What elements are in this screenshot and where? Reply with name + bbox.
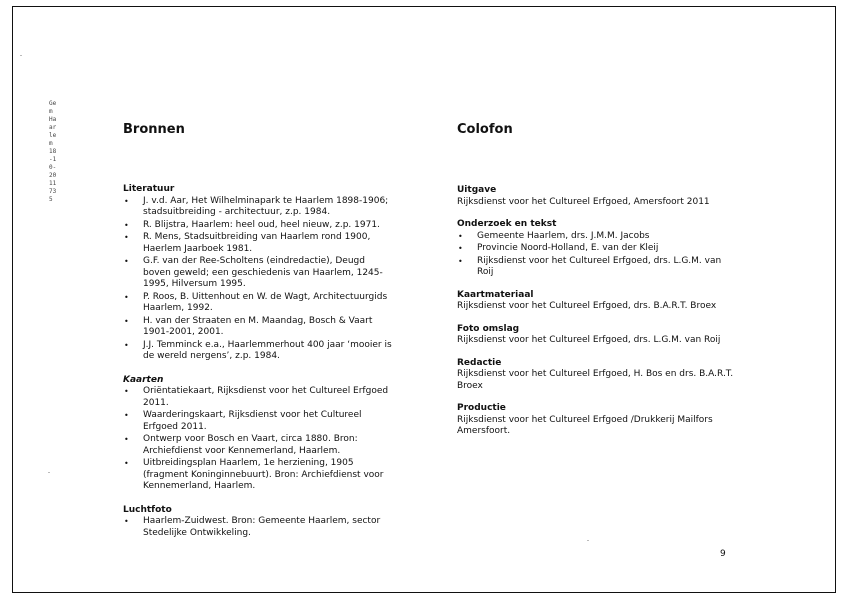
bronnen-title: Bronnen [123,122,185,137]
luchtfoto-section [123,505,393,540]
list-item: • Uitbreidingsplan Haarlem, 1e herziening, 1905 (fragment Koninginnebuurt). Bron: Archiefdienst voor Kennemerland, Haarlem. [123,458,393,493]
list-item: • J.J. Temminck e.a., Haarlemmerhout 400 jaar ‘mooier is de wereld nergens’, z.p. 1984. [123,340,393,363]
foto-omslag-heading: Foto omslag [457,323,520,334]
kaarten-heading: Kaarten [123,374,164,385]
scan-speck [587,540,589,541]
onderzoek-list [457,231,737,279]
uitgave-heading: Uitgave [457,185,497,195]
list-item: • Oriëntatiekaart, Rijksdienst voor het Cultureel Erfgoed 2011. [123,386,393,409]
list-item: • Waarderingskaart, Rijksdienst voor het Cultureel Erfgoed 2011. [123,410,393,433]
uitgave-section [457,185,737,208]
list-item: • Ontwerp voor Bosch en Vaart, circa 1880. Bron: Archiefdienst voor Kennemerland, Haarlem. [123,434,393,457]
list-item: • Provincie Noord-Holland, E. van der Kleij [457,243,737,255]
colofon-column [457,122,737,449]
colofon-title: Colofon [457,122,513,137]
list-item: • Haarlem-Zuidwest. Bron: Gemeente Haarlem, sector Stedelijke Ontwikkeling. [123,516,393,539]
luchtfoto-heading: Luchtfoto [123,504,172,515]
foto-omslag-section [457,324,737,347]
redactie-text: Rijksdienst voor het Cultureel Erfgoed, H. Bos en drs. B.A.R.T. Broex [457,369,734,391]
redactie-heading: Redactie [457,357,502,368]
productie-text: Rijksdienst voor het Cultureel Erfgoed /Drukkerij Mailfors Amersfoort. [457,414,713,436]
list-item: • J. v.d. Aar, Het Wilhelminapark te Haarlem 1898-1906; stadsuitbreiding - architectuur, z.p. 1984. [123,196,393,219]
onderzoek-section [457,219,737,279]
list-item: • R. Mens, Stadsuitbreiding van Haarlem rond 1900, Haerlem Jaarboek 1981. [123,232,393,255]
kaartmateriaal-text: Rijksdienst voor het Cultureel Erfgoed, drs. B.A.R.T. Broex [457,301,717,311]
bronnen-column [123,122,393,551]
list-item: • P. Roos, B. Uittenhout en W. de Wagt, Architectuurgids Haarlem, 1992. [123,292,393,315]
list-item: • H. van der Straaten en M. Maandag, Bosch & Vaart 1901-2001, 2001. [123,316,393,339]
page-number: 9 [720,549,726,559]
productie-heading: Productie [457,403,506,413]
archive-stamp: Gem Haarlem 18-10-2011 735 [49,100,57,203]
list-item: • Gemeente Haarlem, drs. J.M.M. Jacobs [457,231,737,243]
list-item: • G.F. van der Ree-Scholtens (eindredactie), Deugd boven geweld; een geschiedenis van Haarlem, 1245-1995, Hilversum 1995. [123,256,393,291]
luchtfoto-list [123,516,393,539]
literatuur-list [123,196,393,363]
kaarten-list [123,386,393,493]
list-item: • Rijksdienst voor het Cultureel Erfgoed, drs. L.G.M. van Roij [457,256,737,279]
onderzoek-heading: Onderzoek en tekst [457,219,557,229]
kaartmateriaal-section [457,290,737,313]
uitgave-text: Rijksdienst voor het Cultureel Erfgoed, Amersfoort 2011 [457,196,710,207]
list-item: • R. Blijstra, Haarlem: heel oud, heel nieuw, z.p. 1971. [123,220,393,232]
literatuur-heading: Literatuur [123,184,175,194]
kaartmateriaal-heading: Kaartmateriaal [457,289,534,300]
literatuur-section [123,184,393,363]
redactie-section [457,358,737,393]
scan-speck [48,472,50,473]
scan-speck [20,55,22,56]
kaarten-section [123,375,393,493]
foto-omslag-text: Rijksdienst voor het Cultureel Erfgoed, drs. L.G.M. van Roij [457,335,721,345]
productie-section [457,403,737,438]
